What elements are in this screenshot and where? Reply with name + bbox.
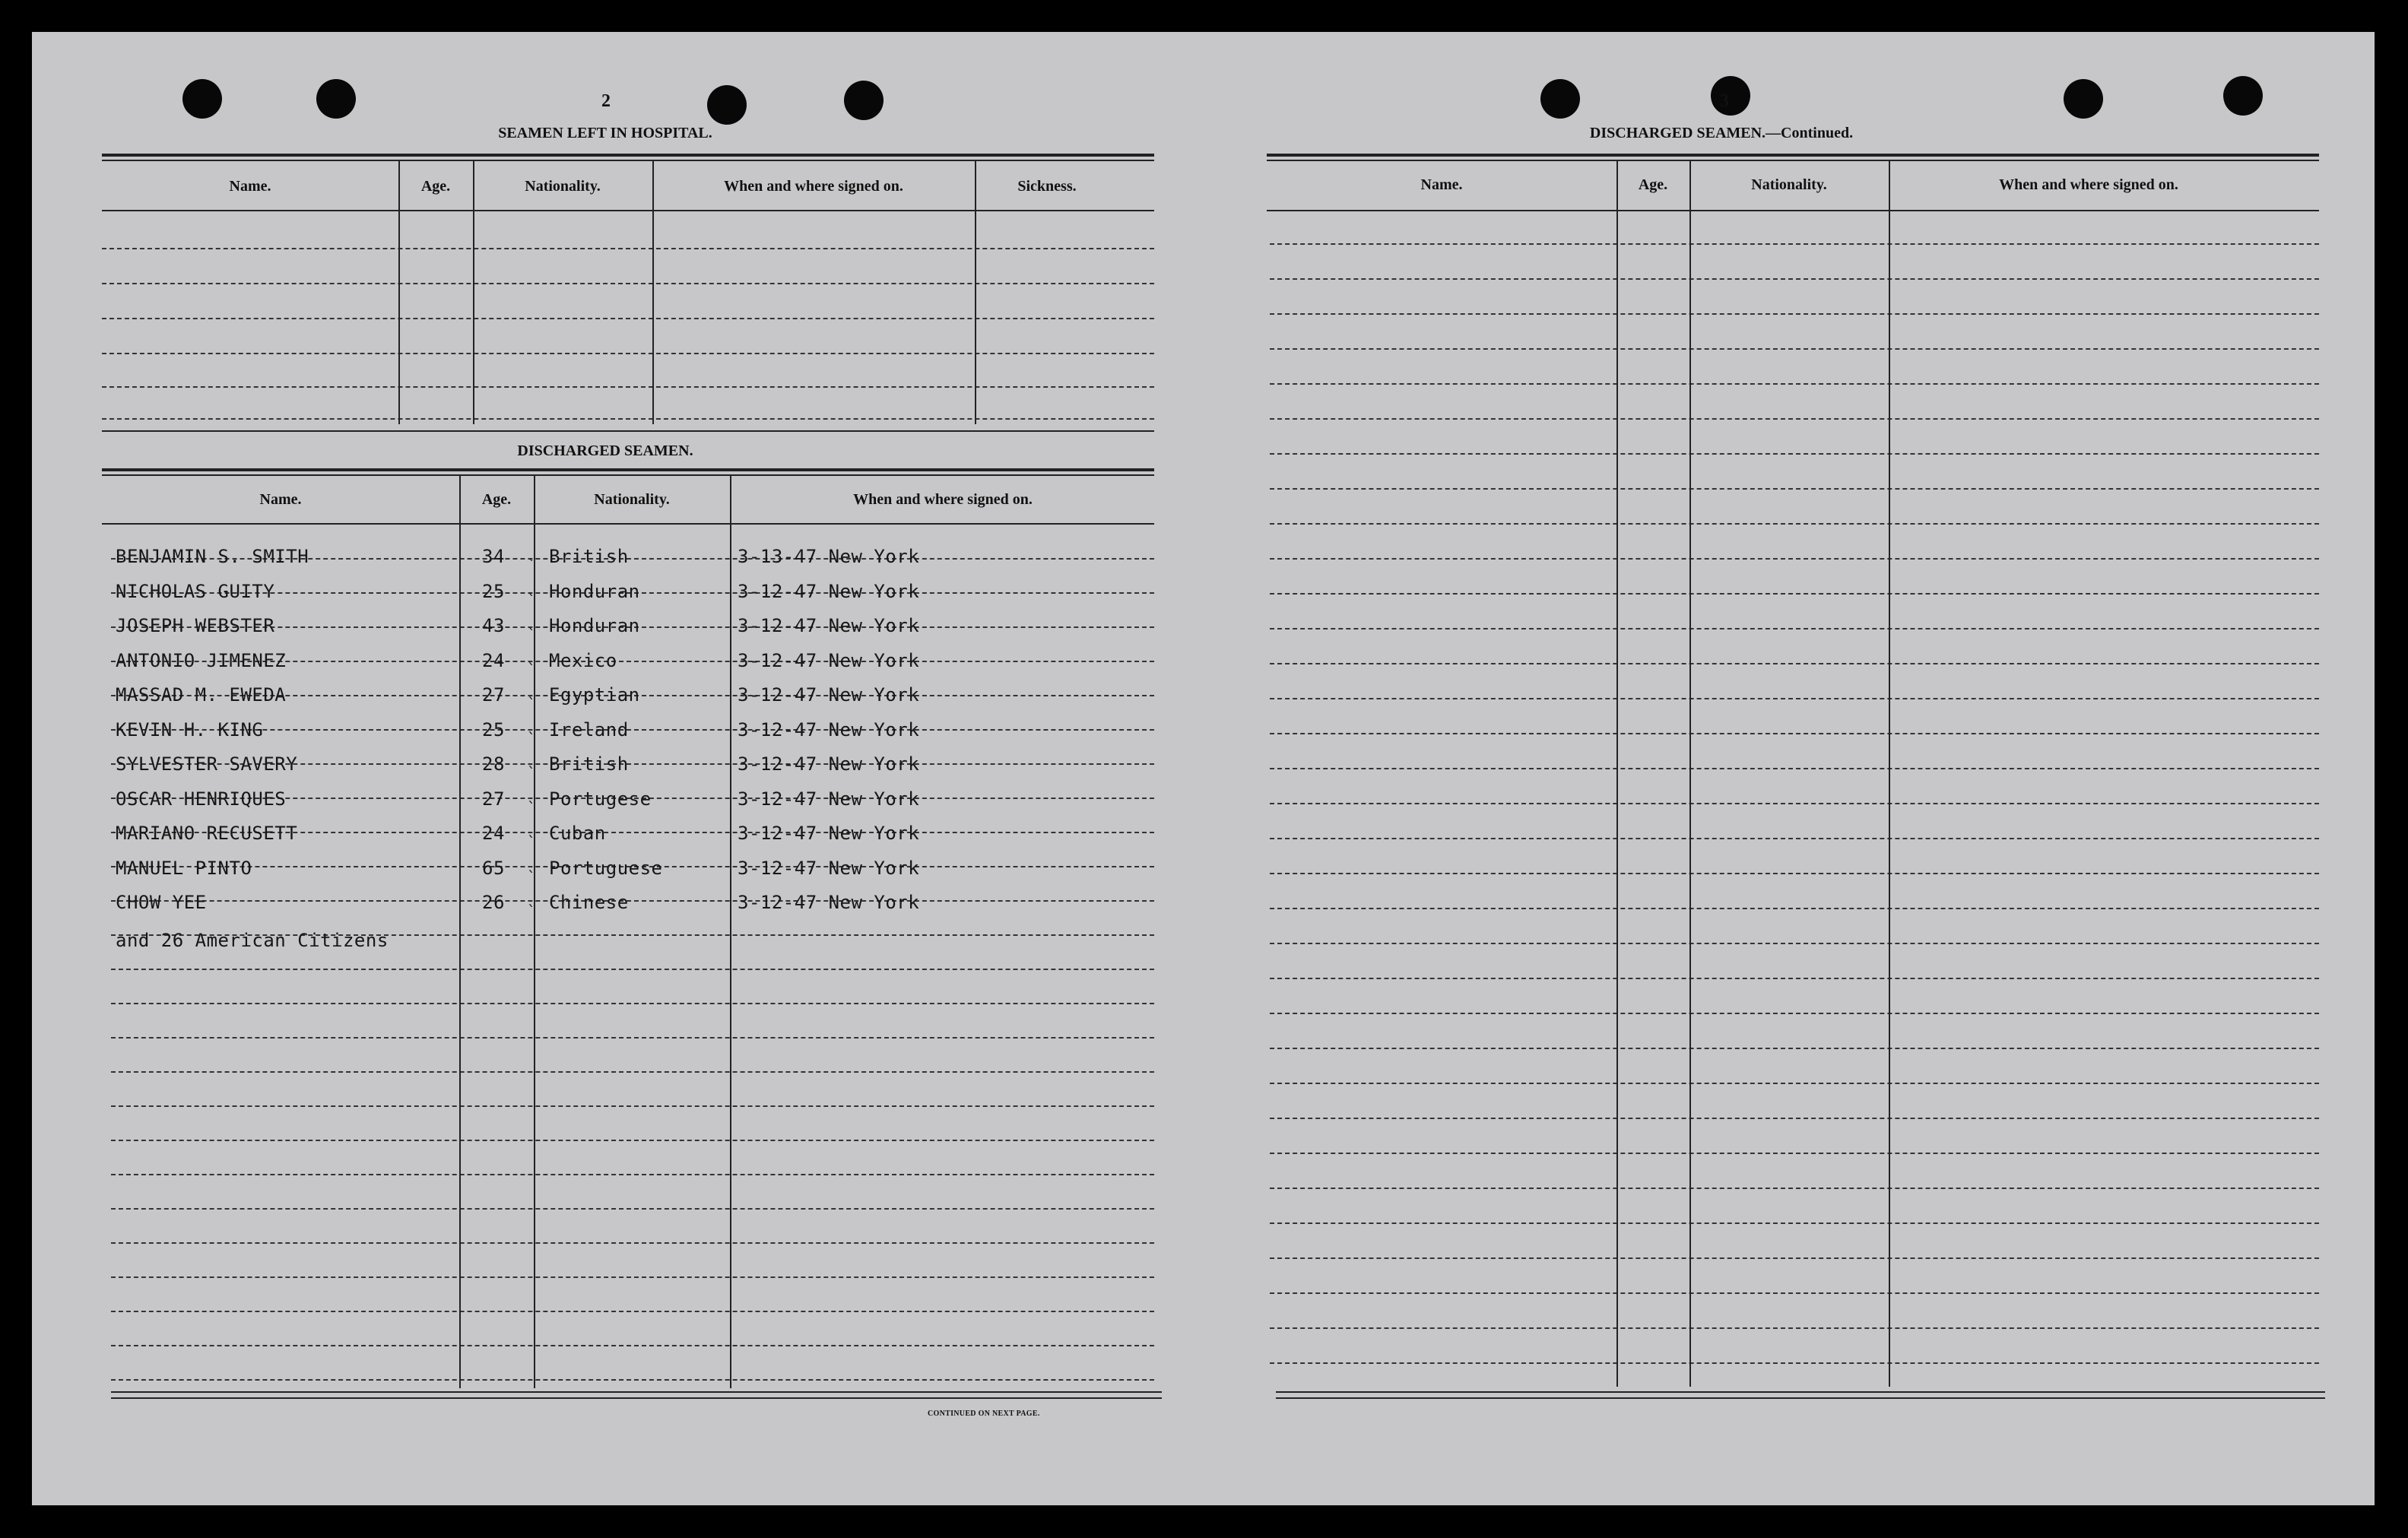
- seaman-signed-on: 3-13-47 New York: [738, 546, 920, 567]
- check-mark: ˎ: [528, 681, 536, 699]
- seaman-nationality: Honduran: [549, 580, 640, 602]
- punch-hole: [182, 79, 222, 119]
- seaman-nationality: Portugese: [549, 788, 652, 810]
- ruled-line: [1270, 803, 2319, 804]
- discharged-col-nationality: Nationality.: [594, 491, 670, 508]
- seaman-nationality: Honduran: [549, 615, 640, 636]
- seaman-name: MARIANO RECUSETT: [116, 823, 298, 844]
- seaman-name: JOSEPH WEBSTER: [116, 615, 275, 636]
- seaman-age: 25: [482, 718, 505, 740]
- seaman-age: 27: [482, 684, 505, 706]
- ruled-line: [1270, 418, 2319, 420]
- seaman-nationality: Egyptian: [549, 684, 640, 706]
- ruled-line: [1270, 383, 2319, 385]
- right-col-signed-on: When and where signed on.: [1999, 176, 2178, 193]
- ruled-line: [1270, 1292, 2319, 1294]
- check-mark: ˎ: [528, 854, 536, 873]
- seaman-name: BENJAMIN S. SMITH: [116, 546, 309, 567]
- hospital-section-title: SEAMEN LEFT IN HOSPITAL.: [498, 125, 712, 141]
- seaman-age: 65: [482, 857, 505, 879]
- ruled-line: [1270, 908, 2319, 909]
- seaman-signed-on: 3-12-47 New York: [738, 892, 920, 913]
- continued-on-next-page: CONTINUED ON NEXT PAGE.: [928, 1410, 1040, 1418]
- ruled-line: [1270, 978, 2319, 979]
- hospital-col-age: Age.: [420, 178, 451, 195]
- hospital-col-nationality: Nationality.: [525, 178, 601, 195]
- ruled-line: [1270, 313, 2319, 315]
- hospital-table-top-rule: [102, 154, 1154, 157]
- discharged-col-age: Age.: [481, 491, 512, 508]
- seaman-nationality: Cuban: [549, 823, 606, 844]
- right-section-title: DISCHARGED SEAMEN.—Continued.: [1589, 125, 1854, 141]
- ruled-line: [1270, 733, 2319, 734]
- ruled-line: [111, 1345, 1154, 1346]
- ruled-line: [1270, 1013, 2319, 1014]
- seaman-signed-on: 3-12-47 New York: [738, 718, 920, 740]
- ruled-line: [1270, 523, 2319, 525]
- seaman-nationality: British: [549, 753, 629, 775]
- ruled-line: [1270, 348, 2319, 350]
- seaman-age: 24: [482, 823, 505, 844]
- punch-hole: [844, 81, 884, 120]
- hospital-col-signed-on: When and where signed on.: [724, 178, 903, 195]
- seaman-nationality: Mexico: [549, 649, 617, 671]
- ruled-line: [111, 1311, 1154, 1312]
- ruled-line: [1270, 558, 2319, 560]
- right-col-nationality: Nationality.: [1751, 176, 1827, 193]
- check-mark: ˎ: [528, 715, 536, 734]
- seaman-signed-on: 3-12-47 New York: [738, 580, 920, 602]
- ruled-line: [1270, 1083, 2319, 1084]
- ruled-line: [1270, 873, 2319, 874]
- seaman-signed-on: 3-12-47 New York: [738, 649, 920, 671]
- seaman-name: SYLVESTER SAVERY: [116, 753, 298, 775]
- ruled-line: [111, 969, 1154, 970]
- punch-hole: [2223, 76, 2263, 116]
- seaman-signed-on: 3-12-47 New York: [738, 753, 920, 775]
- ruled-line: [1270, 698, 2319, 699]
- ruled-line: [1270, 278, 2319, 280]
- ruled-line: [111, 1276, 1154, 1278]
- ruled-line: [1270, 453, 2319, 455]
- check-mark: ˎ: [528, 646, 536, 665]
- seaman-age: 43: [482, 615, 505, 636]
- punch-hole: [707, 85, 747, 125]
- discharged-col-signed-on: When and where signed on.: [853, 491, 1033, 508]
- check-mark: ˎ: [528, 785, 536, 804]
- ruled-line: [1270, 488, 2319, 490]
- right-col-name: Name.: [1420, 176, 1463, 193]
- seaman-age: 26: [482, 892, 505, 913]
- seaman-nationality: Chinese: [549, 892, 629, 913]
- seaman-age: 34: [482, 546, 505, 567]
- ruled-line: [1270, 1153, 2319, 1154]
- seaman-age: 28: [482, 753, 505, 775]
- left-page-number: 2: [601, 91, 611, 111]
- seaman-name: MANUEL PINTO: [116, 857, 252, 879]
- hospital-col-name: Name.: [229, 178, 271, 195]
- ruled-line: [111, 1140, 1154, 1141]
- check-mark: ˎ: [528, 820, 536, 838]
- seaman-signed-on: 3-12-47 New York: [738, 857, 920, 879]
- american-citizens-note: and 26 American Citizens: [116, 929, 389, 951]
- ruled-line: [111, 1242, 1154, 1244]
- seaman-age: 24: [482, 649, 505, 671]
- seaman-nationality: British: [549, 546, 629, 567]
- seaman-signed-on: 3-12-47 New York: [738, 684, 920, 706]
- ruled-line: [111, 1003, 1154, 1004]
- seaman-name: ANTONIO JIMENEZ: [116, 649, 287, 671]
- check-mark: ˎ: [528, 612, 536, 630]
- punch-hole: [1540, 79, 1580, 119]
- right-page-number: 3: [1720, 91, 1729, 111]
- seaman-name: MASSAD M. EWEDA: [116, 684, 287, 706]
- ruled-line: [1270, 1222, 2319, 1224]
- check-mark: ˎ: [528, 750, 536, 769]
- ruled-line: [1270, 1188, 2319, 1189]
- seaman-age: 25: [482, 580, 505, 602]
- ruled-line: [111, 1379, 1154, 1381]
- ruled-line: [1270, 1257, 2319, 1259]
- ruled-line: [111, 1208, 1154, 1210]
- ruled-line: [1270, 1118, 2319, 1119]
- ruled-line: [111, 1174, 1154, 1175]
- ruled-line: [111, 1037, 1154, 1039]
- manifest-sheet: [32, 32, 2375, 1505]
- check-mark: ˎ: [528, 543, 536, 561]
- right-col-age: Age.: [1638, 176, 1668, 193]
- ruled-line: [111, 900, 1154, 902]
- ruled-line: [111, 729, 1154, 731]
- seaman-signed-on: 3-12-47 New York: [738, 823, 920, 844]
- seaman-name: CHOW YEE: [116, 892, 207, 913]
- discharged-section-title: DISCHARGED SEAMEN.: [517, 442, 693, 459]
- seaman-name: KEVIN H. KING: [116, 718, 264, 740]
- ruled-line: [1270, 943, 2319, 944]
- discharged-col-name: Name.: [259, 491, 302, 508]
- ruled-line: [111, 1071, 1154, 1073]
- hospital-col-sickness: Sickness.: [1017, 178, 1077, 195]
- punch-hole: [316, 79, 356, 119]
- ruled-line: [1270, 243, 2319, 245]
- punch-hole: [2064, 79, 2103, 119]
- check-mark: ˎ: [528, 889, 536, 907]
- seaman-nationality: Ireland: [549, 718, 629, 740]
- ruled-line: [1270, 1048, 2319, 1049]
- seaman-name: NICHOLAS GUITY: [116, 580, 275, 602]
- ruled-line: [1270, 593, 2319, 595]
- seaman-signed-on: 3-12-47 New York: [738, 615, 920, 636]
- ruled-line: [1270, 1362, 2319, 1364]
- seaman-nationality: Portuguese: [549, 857, 663, 879]
- check-mark: ˎ: [528, 577, 536, 596]
- ruled-line: [1270, 838, 2319, 839]
- ruled-line: [1270, 628, 2319, 629]
- ruled-line: [111, 1105, 1154, 1107]
- seaman-name: OSCAR HENRIQUES: [116, 788, 287, 810]
- seaman-signed-on: 3-12-47 New York: [738, 788, 920, 810]
- ruled-line: [1270, 1327, 2319, 1329]
- seaman-age: 27: [482, 788, 505, 810]
- ruled-line: [1270, 663, 2319, 664]
- ruled-line: [1270, 768, 2319, 769]
